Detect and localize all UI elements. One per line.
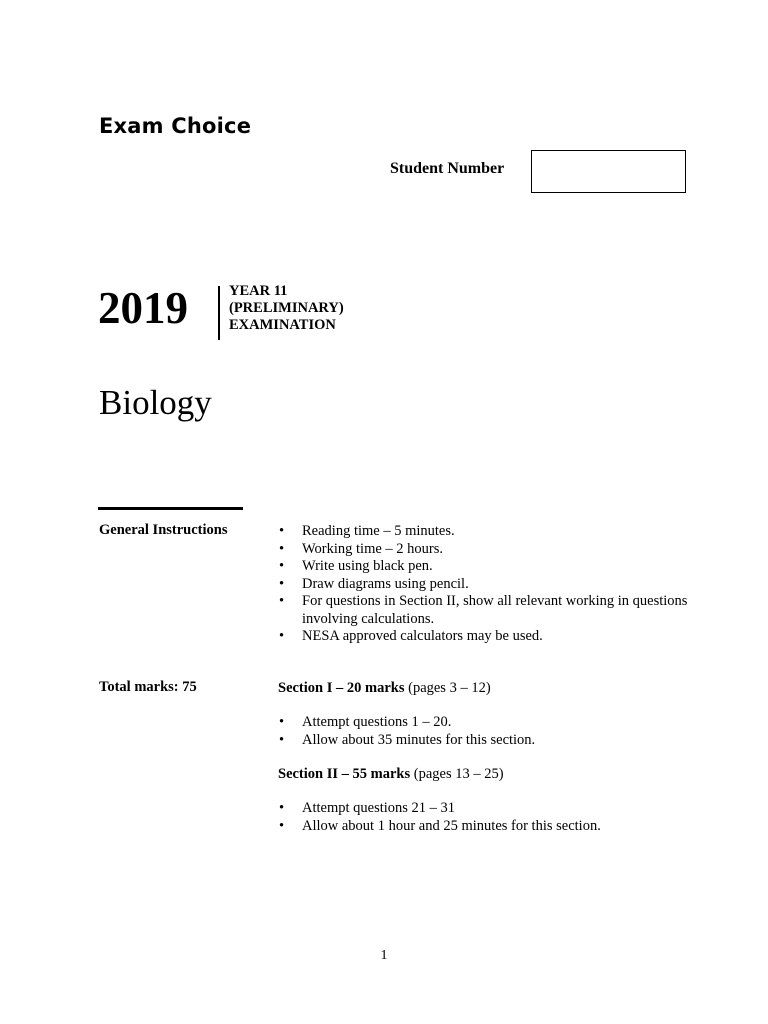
list-item: • Attempt questions 21 – 31 xyxy=(278,800,698,818)
exam-type-line: YEAR 11 xyxy=(229,283,288,299)
subject-title: Biology xyxy=(99,383,212,422)
page-number: 1 xyxy=(380,948,388,963)
list-item: • NESA approved calculators may be used. xyxy=(278,628,698,646)
exam-type-line: (PRELIMINARY) xyxy=(229,300,344,316)
section-divider xyxy=(98,507,243,510)
exam-type xyxy=(229,283,344,334)
section-1-heading xyxy=(278,680,491,697)
list-item: • Draw diagrams using pencil. xyxy=(278,576,698,594)
exam-type-line: EXAMINATION xyxy=(229,317,336,333)
section-2-heading xyxy=(278,766,504,783)
section-1-list xyxy=(278,714,698,749)
list-item: • Allow about 35 minutes for this section. xyxy=(278,732,698,750)
general-instructions-label: General Instructions xyxy=(99,522,228,538)
section-1-pages: (pages 3 – 12) xyxy=(408,680,491,696)
year-divider xyxy=(218,286,220,340)
section-2-list xyxy=(278,800,698,835)
list-item: • For questions in Section II, show all relevant working in questions involving calculations. xyxy=(278,593,698,628)
general-instructions-list xyxy=(278,523,698,646)
student-number-label: Student Number xyxy=(390,160,505,177)
exam-year: 2019 xyxy=(98,283,188,333)
total-marks-label: Total marks: 75 xyxy=(99,679,197,695)
list-item: • Reading time – 5 minutes. xyxy=(278,523,698,541)
brand-title: Exam Choice xyxy=(99,114,252,138)
list-item: • Working time – 2 hours. xyxy=(278,541,698,559)
section-2-title: Section II – 55 marks xyxy=(278,766,411,782)
list-item: • Allow about 1 hour and 25 minutes for this section. xyxy=(278,818,698,836)
student-number-box[interactable] xyxy=(531,150,686,193)
section-1-title: Section I – 20 marks xyxy=(278,680,405,696)
list-item: • Attempt questions 1 – 20. xyxy=(278,714,698,732)
section-2-pages: (pages 13 – 25) xyxy=(413,766,504,782)
list-item: • Write using black pen. xyxy=(278,558,698,576)
